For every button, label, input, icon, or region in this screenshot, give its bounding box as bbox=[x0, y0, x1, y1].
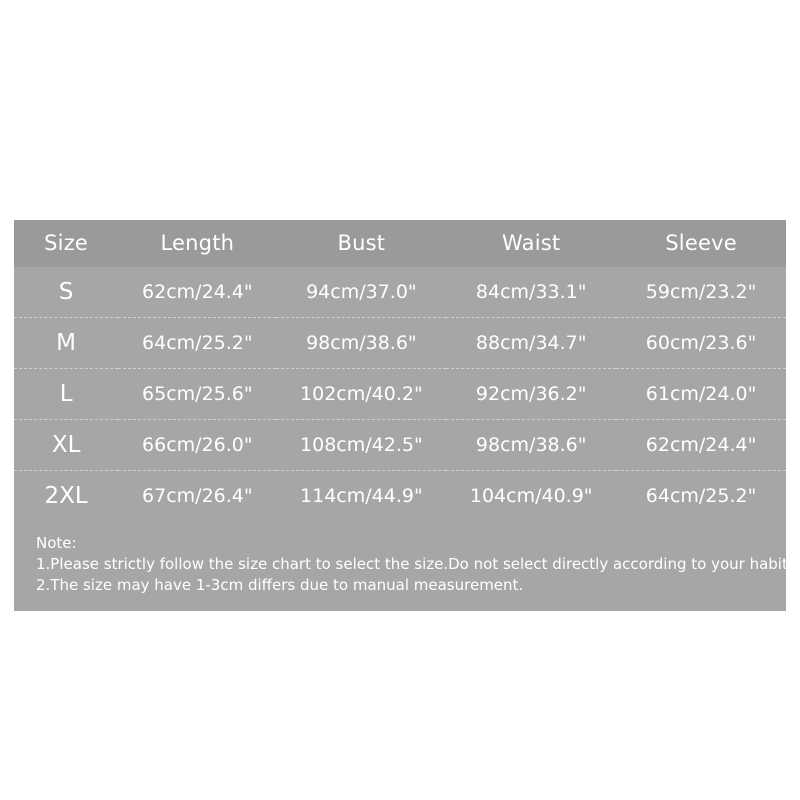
cell-sleeve: 64cm/25.2" bbox=[616, 471, 786, 522]
cell-length: 66cm/26.0" bbox=[118, 420, 276, 471]
table-row bbox=[14, 369, 786, 420]
table-body bbox=[14, 267, 786, 521]
column-header-sleeve: Sleeve bbox=[665, 231, 737, 255]
table-row bbox=[14, 318, 786, 369]
cell-bust: 94cm/37.0" bbox=[306, 281, 417, 303]
cell-length: 65cm/25.6" bbox=[118, 369, 276, 420]
cell-waist: 98cm/38.6" bbox=[446, 420, 616, 471]
cell-bust: 108cm/42.5" bbox=[276, 420, 446, 471]
cell-sleeve: 60cm/23.6" bbox=[616, 318, 786, 369]
cell-sleeve: 61cm/24.0" bbox=[616, 369, 786, 420]
column-header-length: Length bbox=[160, 231, 235, 255]
cell-bust: 102cm/40.2" bbox=[276, 369, 446, 420]
cell-waist: 84cm/33.1" bbox=[475, 281, 587, 303]
cell-length: 67cm/26.4" bbox=[118, 471, 276, 522]
cell-size: S bbox=[58, 279, 74, 305]
column-header-bust: Bust bbox=[337, 231, 386, 255]
cell-waist: 88cm/34.7" bbox=[446, 318, 616, 369]
header-row bbox=[14, 220, 786, 267]
cell-bust: 98cm/38.6" bbox=[276, 318, 446, 369]
cell-bust: 114cm/44.9" bbox=[276, 471, 446, 522]
column-header-waist: Waist bbox=[502, 231, 561, 255]
note-title: Note: bbox=[36, 534, 77, 552]
size-chart bbox=[14, 220, 800, 611]
column-header-size: Size bbox=[44, 231, 89, 255]
note-line-2: 2.The size may have 1-3cm differs due to manual measurement. bbox=[36, 575, 524, 594]
cell-waist: 92cm/36.2" bbox=[446, 369, 616, 420]
cell-length: 64cm/25.2" bbox=[118, 318, 276, 369]
cell-size: L bbox=[14, 369, 118, 420]
cell-size: M bbox=[14, 318, 118, 369]
cell-sleeve: 59cm/23.2" bbox=[645, 281, 757, 303]
cell-waist: 104cm/40.9" bbox=[446, 471, 616, 522]
table-row bbox=[14, 471, 786, 522]
table-header bbox=[14, 220, 786, 267]
table-row bbox=[14, 267, 786, 318]
note-box bbox=[14, 521, 800, 611]
cell-size: 2XL bbox=[14, 471, 118, 522]
note-line-1: 1.Please strictly follow the size chart to select the size.Do not select directly according to your habits. bbox=[36, 555, 800, 574]
cell-sleeve: 62cm/24.4" bbox=[616, 420, 786, 471]
cell-length: 62cm/24.4" bbox=[142, 281, 253, 303]
table-row bbox=[14, 420, 786, 471]
size-chart-table bbox=[14, 220, 786, 521]
cell-size: XL bbox=[14, 420, 118, 471]
